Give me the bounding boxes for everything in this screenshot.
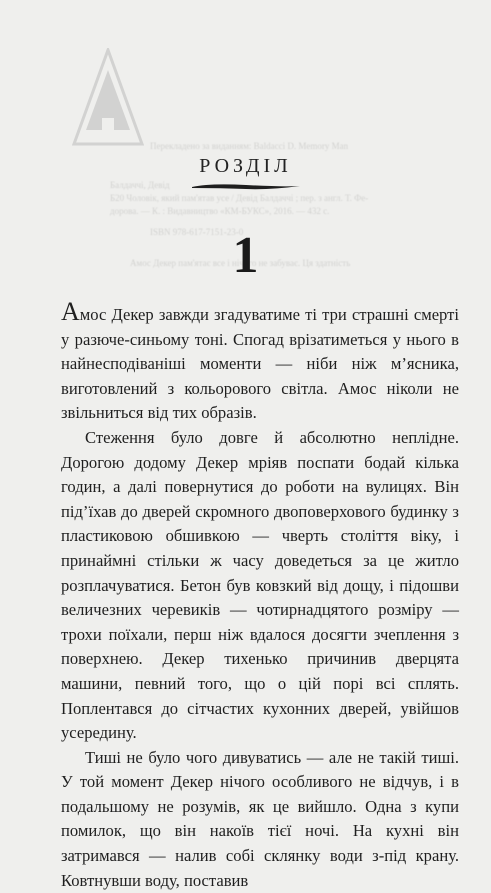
initial-letter: А [61, 297, 80, 326]
paragraph: Стеження було довге й абсолютно неплідне. Дорогою додому Декер мріяв поспати бодай кілька годин, а далі повернутися до роботи на вулицях. Він під’їхав до дверей скромного двоповерхового будинку з пластиковою обшивкою — чверть століття віку, і принаймні стільки ж часу доведеться за це житло розплачуватися. Бетон був ковзкий від дощу, і підошви величезних черевиків — чотирнадцятого розміру — трохи поїхали, перш ніж вдалося досягти зчеплення з поверхнею. Декер тихенько причинив дверцята машини, певний того, що о цій порі всі сплять. Поплентався до сітчастих кухонних дверей, увійшов усередину. [61, 427, 459, 743]
bleed-line: ISBN 978-617-7151-23-0 [150, 227, 244, 237]
bleed-line: дорова. — К. : Видавництво «КМ-БУКС», 2016. — 432 с. [110, 206, 330, 216]
bleed-line: Амос Декер пам'ятає все і нічого не забуває. Ця здатність [130, 258, 351, 268]
body-text [61, 297, 459, 893]
section-word: РОЗДІЛ [199, 155, 292, 177]
brush-stroke-divider-icon [190, 182, 302, 192]
paragraph-text: мос Декер завжди згадуватиме ті три страшні смерті у разюче-синьому тоні. Спогад врізатиметься у нього в найнесподіваніші моменти — ніби ніж м’ясника, виготовлений з кольорового світла. Амос ніколи не звільниться від тих образів. [61, 305, 459, 423]
chapter-number: 1 [232, 227, 259, 284]
bleed-line: Б20 Чоловік, який пам'ятав усе / Девід Балдаччі ; пер. з англ. Т. Фе- [110, 193, 369, 203]
publisher-logo-watermark-icon [72, 48, 144, 146]
paragraph [61, 297, 459, 426]
paragraph: Тиші не було чого дивуватись — але не такій тиші. У той момент Декер нічого особливого не відчув, і в подальшому не розумів, як це вийшло. Одна з купи помилок, що він накоїв тієї ночі. На кухні він затримався — налив собі склянку води з-під крану. Ковтнувши воду, поставив [61, 747, 459, 890]
bleed-line: Балдаччі, Девід [110, 180, 170, 190]
bleed-line: Перекладено за виданням: Baldacci D. Memory Man [150, 141, 349, 151]
chapter-header [0, 155, 491, 192]
